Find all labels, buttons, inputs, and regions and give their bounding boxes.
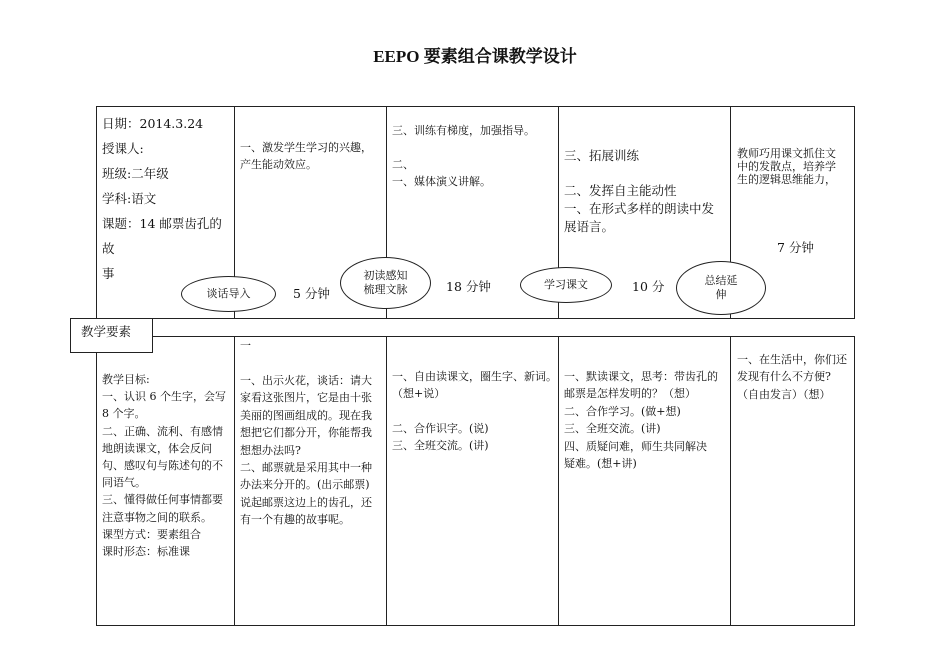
lesson-teacher: 授课人:: [102, 141, 144, 156]
stage4-goal: 教师巧用课文抓住文 中的发散点，培养学 生的逻辑思维能力，: [737, 147, 836, 186]
lesson-topic: 课题：14 邮票齿孔的故: [102, 216, 222, 256]
lesson-class: 班级:二年级: [102, 166, 169, 181]
study-activities: 一、默读课文，思考：带齿孔的 邮票是怎样发明的？（想） 二、合作学习。(做+想) 三、全班交流。(讲) 四、质疑问难，师生共同解决 疑难。(想+讲): [564, 370, 718, 471]
lesson-date: 日期：2014.3.24: [102, 116, 204, 131]
stage-study-duration: 10 分: [632, 279, 665, 294]
section-label: 教学要素: [70, 318, 153, 353]
stage-summary-ellipse: 总结延 伸: [676, 261, 766, 315]
stage-intro-duration: 5 分钟: [293, 286, 330, 301]
reading-activities: 一、自由读课文，圈生字、新词。 （想+说） 二、合作识字。(说) 三、全班交流。(讲): [392, 370, 557, 453]
lesson-topic-cont: 事: [102, 266, 115, 281]
stage1-goal: 一、激发学生学习的兴趣， 产生能动效应。: [240, 141, 372, 171]
stage-reading-duration: 18 分钟: [446, 279, 491, 294]
teaching-objectives: 教学目标: 一、认识 6 个生字，会写 8 个字。 二、正确、流利、有感情 地朗读课文，体会反问 句、感叹句与陈述句的不 同语气。 三、懂得做任何事情都要 注意事物之间的联系。 课型方式：要素组合 课时形态：标准课: [102, 373, 226, 559]
stage-reading-ellipse: 初读感知 梳理文脉: [340, 257, 431, 309]
lesson-info: [102, 111, 232, 286]
summary-activities: 一、在生活中，你们还 发现有什么不方便? （自由发言）（想）: [737, 353, 847, 401]
stage2-goal: 三、训练有梯度，加强指导。 二、 一、媒体演义讲解。: [392, 124, 535, 188]
stage-intro-ellipse: 谈话导入: [181, 276, 276, 312]
stage4-duration-top: 7 分钟: [777, 240, 814, 255]
document-title: EEPO 要素组合课教学设计: [373, 47, 577, 66]
lesson-subject: 学科:语文: [102, 191, 157, 206]
stage3-goal: 三、拓展训练 二、发挥自主能动性 一、在形式多样的朗读中发 展语言。: [564, 148, 715, 234]
intro-activities: 一、出示火花，谈话：请大 家看这张图片，它是由十张 美丽的图画组成的。现在我 想把它们都分开，你能帮我 想想办法吗? 二、邮票就是采用其中一种 办法来分开的。(出示邮票) 说起邮票这边上的齿孔，还 有一个有趣的故事呢。: [240, 374, 372, 527]
intro-marker: 一: [240, 339, 251, 352]
stage-study-ellipse: 学习课文: [520, 267, 612, 303]
